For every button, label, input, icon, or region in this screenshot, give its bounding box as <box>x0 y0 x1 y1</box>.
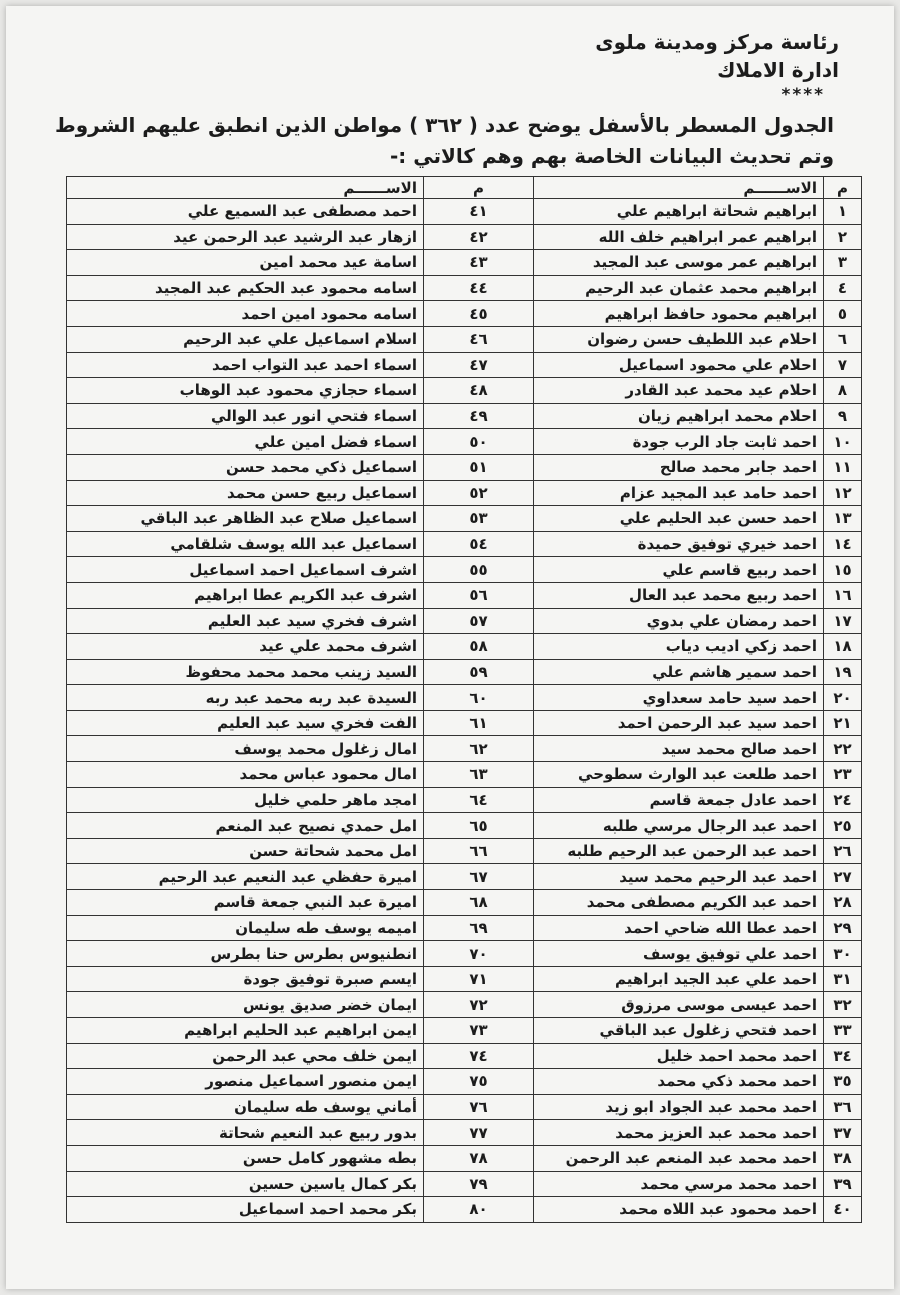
row-number: ٢٥ <box>824 813 862 839</box>
row-name: احمد محمد احمد خليل <box>534 1043 824 1069</box>
table-row <box>67 762 862 788</box>
table-row <box>67 531 862 557</box>
row-number: ١٦ <box>824 582 862 608</box>
row-name: احمد محمد مرسي محمد <box>534 1171 824 1197</box>
row-name-2: اسلام اسماعيل علي عبد الرحيم <box>67 326 424 352</box>
table-row <box>67 582 862 608</box>
row-name-2: ايمان خضر صديق يونس <box>67 992 424 1018</box>
row-name: احمد ربيع محمد عبد العال <box>534 582 824 608</box>
row-number: ١١ <box>824 454 862 480</box>
row-name: احمد سيد عبد الرحمن احمد <box>534 710 824 736</box>
row-number-2: ٥٠ <box>424 429 534 455</box>
row-name: احمد حسن عبد الحليم علي <box>534 506 824 532</box>
row-name: احلام عبد اللطيف حسن رضوان <box>534 326 824 352</box>
table-row <box>67 1018 862 1044</box>
row-number-2: ٧٤ <box>424 1043 534 1069</box>
row-name: احمد عطا الله ضاحي احمد <box>534 915 824 941</box>
row-number: ٣٧ <box>824 1120 862 1146</box>
header-num-2: م <box>424 177 534 199</box>
row-name: احمد محمد عبد المنعم عبد الرحمن <box>534 1145 824 1171</box>
row-number: ٣٨ <box>824 1145 862 1171</box>
row-name-2: بكر محمد احمد اسماعيل <box>67 1197 424 1223</box>
row-name: احمد علي عبد الجيد ابراهيم <box>534 966 824 992</box>
table-row <box>67 608 862 634</box>
table-row <box>67 634 862 660</box>
row-name: احمد عبد الرحيم محمد سيد <box>534 864 824 890</box>
row-number-2: ٦٧ <box>424 864 534 890</box>
row-number-2: ٥٢ <box>424 480 534 506</box>
row-number: ١٩ <box>824 659 862 685</box>
row-number-2: ٥٩ <box>424 659 534 685</box>
row-name: احمد محمد عبد الجواد ابو زيد <box>534 1094 824 1120</box>
row-name-2: اميرة عبد النبي جمعة قاسم <box>67 890 424 916</box>
row-number: ٢٦ <box>824 838 862 864</box>
row-name: احمد خيري توفيق حميدة <box>534 531 824 557</box>
row-number-2: ٥٧ <box>424 608 534 634</box>
table-row <box>67 838 862 864</box>
row-name-2: انطنيوس بطرس حنا بطرس <box>67 941 424 967</box>
row-number: ٣٦ <box>824 1094 862 1120</box>
row-name-2: اسماء احمد عبد التواب احمد <box>67 352 424 378</box>
row-name-2: اشرف محمد علي عيد <box>67 634 424 660</box>
row-name: احمد عبد الرحمن عبد الرحيم طلبه <box>534 838 824 864</box>
row-number-2: ٧٩ <box>424 1171 534 1197</box>
row-name: احمد علي توفيق يوسف <box>534 941 824 967</box>
row-name-2: اسامة عيد محمد امين <box>67 250 424 276</box>
table-row <box>67 864 862 890</box>
row-number-2: ٧٧ <box>424 1120 534 1146</box>
row-number-2: ٧٥ <box>424 1069 534 1095</box>
row-number-2: ٤٤ <box>424 275 534 301</box>
row-name: احمد محمد ذكي محمد <box>534 1069 824 1095</box>
row-name: ابراهيم محمود حافظ ابراهيم <box>534 301 824 327</box>
row-name-2: امل محمد شحاتة حسن <box>67 838 424 864</box>
authority-name: رئاسة مركز ومدينة ملوى <box>595 30 839 54</box>
table-row <box>67 710 862 736</box>
table-row <box>67 403 862 429</box>
table-row <box>67 480 862 506</box>
table-row <box>67 966 862 992</box>
header-stars: **** <box>781 85 825 105</box>
row-number-2: ٦٩ <box>424 915 534 941</box>
row-number: ٣٥ <box>824 1069 862 1095</box>
row-name: احمد ربيع قاسم علي <box>534 557 824 583</box>
row-name: احمد جابر محمد صالح <box>534 454 824 480</box>
table-row <box>67 454 862 480</box>
row-number-2: ٤٥ <box>424 301 534 327</box>
table-row <box>67 506 862 532</box>
row-name-2: بكر كمال ياسين حسين <box>67 1171 424 1197</box>
row-number: ٣٩ <box>824 1171 862 1197</box>
row-number: ١ <box>824 199 862 225</box>
row-name-2: السيد زينب محمد محمد محفوظ <box>67 659 424 685</box>
header-num: م <box>824 177 862 199</box>
header-name-2: الاســــــم <box>67 177 424 199</box>
row-name-2: اسماعيل ذكي محمد حسن <box>67 454 424 480</box>
table-row <box>67 1145 862 1171</box>
citizens-table <box>66 176 862 1223</box>
row-number-2: ٦٠ <box>424 685 534 711</box>
row-number: ٢٢ <box>824 736 862 762</box>
row-number: ٤ <box>824 275 862 301</box>
table-row <box>67 1171 862 1197</box>
row-number: ٢٩ <box>824 915 862 941</box>
row-name-2: اسماء حجازي محمود عبد الوهاب <box>67 378 424 404</box>
row-number: ٣٢ <box>824 992 862 1018</box>
table-row <box>67 813 862 839</box>
row-number-2: ٦١ <box>424 710 534 736</box>
row-number: ٧ <box>824 352 862 378</box>
row-number-2: ٧٣ <box>424 1018 534 1044</box>
row-name: احمد ثابت جاد الرب جودة <box>534 429 824 455</box>
row-number-2: ٤٣ <box>424 250 534 276</box>
document-page <box>6 6 894 1289</box>
row-name-2: امل حمدي نصيح عبد المنعم <box>67 813 424 839</box>
row-name-2: اسماء فضل امين علي <box>67 429 424 455</box>
row-number: ٢٨ <box>824 890 862 916</box>
row-number: ١٤ <box>824 531 862 557</box>
row-name-2: اميمه يوسف طه سليمان <box>67 915 424 941</box>
row-number-2: ٦٥ <box>424 813 534 839</box>
row-name-2: احمد مصطفى عبد السميع علي <box>67 199 424 225</box>
row-name-2: أماني يوسف طه سليمان <box>67 1094 424 1120</box>
row-number: ١٥ <box>824 557 862 583</box>
row-number: ٣ <box>824 250 862 276</box>
row-name-2: ازهار عبد الرشيد عبد الرحمن عيد <box>67 224 424 250</box>
table-header-row <box>67 177 862 199</box>
row-number-2: ٤٨ <box>424 378 534 404</box>
table-row <box>67 301 862 327</box>
row-number-2: ٥٦ <box>424 582 534 608</box>
row-number: ٢ <box>824 224 862 250</box>
table-row <box>67 378 862 404</box>
row-name-2: اميرة حفظي عبد النعيم عبد الرحيم <box>67 864 424 890</box>
table-row <box>67 199 862 225</box>
row-name: احمد رمضان علي بدوي <box>534 608 824 634</box>
table-row <box>67 890 862 916</box>
row-name-2: اسامه محمود امين احمد <box>67 301 424 327</box>
table-row <box>67 326 862 352</box>
row-name-2: ايمن ابراهيم عبد الحليم ابراهيم <box>67 1018 424 1044</box>
row-name: احمد فتحي زغلول عبد الباقي <box>534 1018 824 1044</box>
row-name: احلام محمد ابراهيم زيان <box>534 403 824 429</box>
row-name: احمد محمد عبد العزيز محمد <box>534 1120 824 1146</box>
row-name-2: اشرف عبد الكريم عطا ابراهيم <box>67 582 424 608</box>
table-row <box>67 1043 862 1069</box>
table-row <box>67 352 862 378</box>
row-number: ٥ <box>824 301 862 327</box>
row-number-2: ٦٢ <box>424 736 534 762</box>
table-row <box>67 1197 862 1223</box>
row-number-2: ٤٢ <box>424 224 534 250</box>
row-name-2: اسماعيل صلاح عبد الظاهر عبد الباقي <box>67 506 424 532</box>
table-row <box>67 275 862 301</box>
table-row <box>67 736 862 762</box>
row-number-2: ٦٤ <box>424 787 534 813</box>
row-number-2: ٧٦ <box>424 1094 534 1120</box>
row-name-2: امال زغلول محمد يوسف <box>67 736 424 762</box>
row-name-2: السيدة عبد ربه محمد عبد ربه <box>67 685 424 711</box>
row-name: احمد صالح محمد سيد <box>534 736 824 762</box>
row-number-2: ٧٨ <box>424 1145 534 1171</box>
row-name: احمد زكي اديب دياب <box>534 634 824 660</box>
row-number: ٣٠ <box>824 941 862 967</box>
row-number: ١٣ <box>824 506 862 532</box>
row-number: ٤٠ <box>824 1197 862 1223</box>
row-name: احمد عادل جمعة قاسم <box>534 787 824 813</box>
letterhead <box>239 28 839 106</box>
table-row <box>67 429 862 455</box>
row-name: احمد حامد عبد المجيد عزام <box>534 480 824 506</box>
row-name-2: بطه مشهور كامل حسن <box>67 1145 424 1171</box>
row-name-2: اسماعيل ربيع حسن محمد <box>67 480 424 506</box>
row-name-2: اشرف فخري سيد عبد العليم <box>67 608 424 634</box>
row-number-2: ٧١ <box>424 966 534 992</box>
row-name-2: ايمن منصور اسماعيل منصور <box>67 1069 424 1095</box>
row-number-2: ٥٤ <box>424 531 534 557</box>
table-row <box>67 1120 862 1146</box>
row-number: ٢٤ <box>824 787 862 813</box>
row-name-2: ايمن خلف محي عبد الرحمن <box>67 1043 424 1069</box>
table-row <box>67 1069 862 1095</box>
table-row <box>67 915 862 941</box>
row-name-2: بدور ربيع عبد النعيم شحاتة <box>67 1120 424 1146</box>
row-number: ٢٣ <box>824 762 862 788</box>
row-name-2: ايسم صبرة توفيق جودة <box>67 966 424 992</box>
row-number-2: ٤١ <box>424 199 534 225</box>
row-name: ابراهيم شحاتة ابراهيم علي <box>534 199 824 225</box>
intro-paragraph: الجدول المسطر بالأسفل يوضح عدد ( ٣٦٢ ) مواطن الذين انطبق عليهم الشروط وتم تحديث البيانات الخاصة بهم وهم كالاتي :- <box>54 113 834 168</box>
row-number: ٢٠ <box>824 685 862 711</box>
table-row <box>67 557 862 583</box>
row-number-2: ٨٠ <box>424 1197 534 1223</box>
row-number: ٨ <box>824 378 862 404</box>
row-name-2: اشرف اسماعيل احمد اسماعيل <box>67 557 424 583</box>
row-name: احمد عبد الرجال مرسي طلبه <box>534 813 824 839</box>
row-name-2: اسماعيل عبد الله يوسف شلقامي <box>67 531 424 557</box>
row-number-2: ٤٧ <box>424 352 534 378</box>
row-name: احمد سمير هاشم علي <box>534 659 824 685</box>
row-number: ٢٧ <box>824 864 862 890</box>
header-name: الاســــــم <box>534 177 824 199</box>
row-number: ٢١ <box>824 710 862 736</box>
row-number: ١٧ <box>824 608 862 634</box>
table-row <box>67 250 862 276</box>
row-number: ١٢ <box>824 480 862 506</box>
row-number-2: ٥٨ <box>424 634 534 660</box>
row-number: ٩ <box>824 403 862 429</box>
row-number-2: ٦٣ <box>424 762 534 788</box>
table-row <box>67 941 862 967</box>
row-name-2: الفت فخري سيد عبد العليم <box>67 710 424 736</box>
row-number: ٦ <box>824 326 862 352</box>
table-row <box>67 685 862 711</box>
row-name: ابراهيم محمد عثمان عبد الرحيم <box>534 275 824 301</box>
row-number-2: ٤٦ <box>424 326 534 352</box>
row-number: ٣٣ <box>824 1018 862 1044</box>
row-number: ٣١ <box>824 966 862 992</box>
row-name-2: اسماء فتحي انور عبد الوالي <box>67 403 424 429</box>
row-name-2: امجد ماهر حلمي خليل <box>67 787 424 813</box>
row-number-2: ٥٥ <box>424 557 534 583</box>
row-name-2: امال محمود عباس محمد <box>67 762 424 788</box>
table-row <box>67 992 862 1018</box>
table-row <box>67 659 862 685</box>
row-number: ١٨ <box>824 634 862 660</box>
row-number-2: ٥١ <box>424 454 534 480</box>
row-name: احمد عيسى موسى مرزوق <box>534 992 824 1018</box>
row-name: ابراهيم عمر ابراهيم خلف الله <box>534 224 824 250</box>
row-name: احلام علي محمود اسماعيل <box>534 352 824 378</box>
row-number: ٣٤ <box>824 1043 862 1069</box>
row-name: احلام عيد محمد عبد القادر <box>534 378 824 404</box>
table-row <box>67 1094 862 1120</box>
row-number: ١٠ <box>824 429 862 455</box>
row-number-2: ٤٩ <box>424 403 534 429</box>
row-number-2: ٧٢ <box>424 992 534 1018</box>
row-number-2: ٧٠ <box>424 941 534 967</box>
row-number-2: ٦٦ <box>424 838 534 864</box>
department-name: ادارة الاملاك <box>717 58 839 82</box>
row-number-2: ٦٨ <box>424 890 534 916</box>
row-name-2: اسامه محمود عبد الحكيم عبد المجيد <box>67 275 424 301</box>
row-name: احمد طلعت عبد الوارث سطوحي <box>534 762 824 788</box>
row-number-2: ٥٣ <box>424 506 534 532</box>
table-row <box>67 224 862 250</box>
row-name: ابراهيم عمر موسى عبد المجيد <box>534 250 824 276</box>
row-name: احمد عبد الكريم مصطفى محمد <box>534 890 824 916</box>
table-row <box>67 787 862 813</box>
row-name: احمد سيد حامد سعداوي <box>534 685 824 711</box>
row-name: احمد محمود عبد اللاه محمد <box>534 1197 824 1223</box>
